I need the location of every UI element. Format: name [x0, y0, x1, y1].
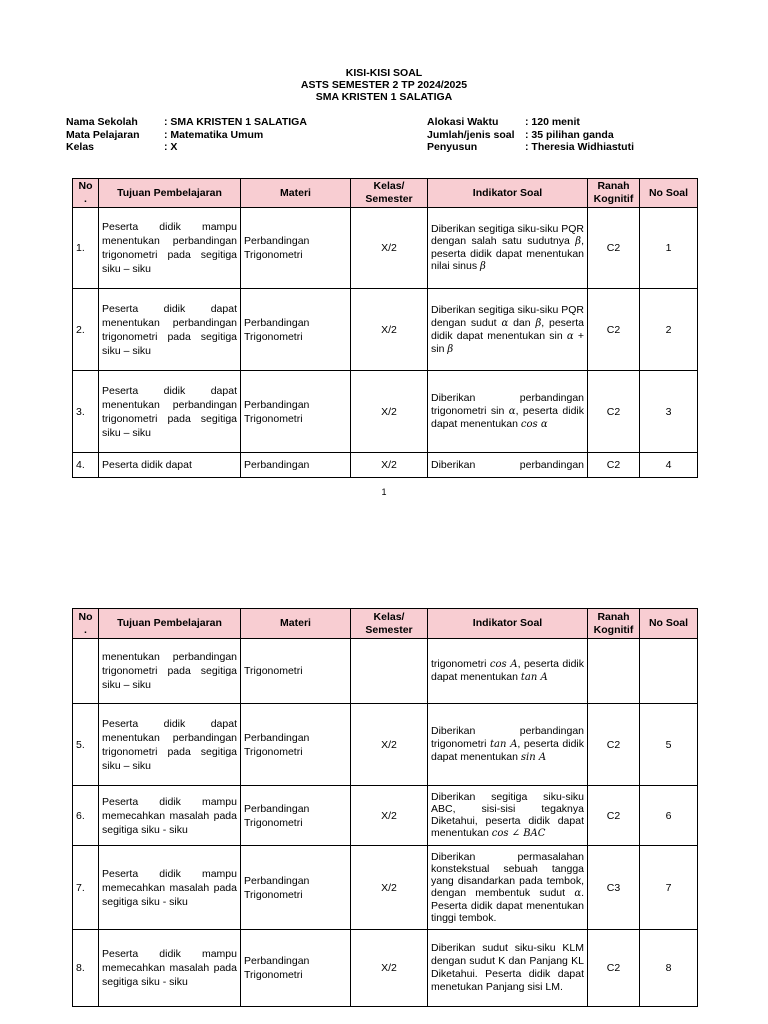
table-header-row — [73, 609, 698, 639]
cell-kelas: X/2 — [351, 930, 428, 1007]
doc-subtitle: ASTS SEMESTER 2 TP 2024/2025 — [300, 79, 468, 91]
cell-ranah: C2 — [588, 453, 640, 478]
table-row — [73, 786, 698, 846]
cell-ranah — [588, 639, 640, 704]
cell-nosoal — [640, 639, 698, 704]
col-header-nosoal: No Soal — [640, 609, 698, 639]
cell-no: 1. — [73, 208, 99, 289]
cell-materi: Perbandingan Trigonometri — [241, 289, 351, 371]
col-header-materi: Materi — [241, 609, 351, 639]
table-row — [73, 846, 698, 930]
meta-right — [427, 116, 634, 154]
cell-ranah: C2 — [588, 704, 640, 786]
col-header-ranah: Ranah Kognitif — [588, 179, 640, 208]
meta-value: : Theresia Widhiastuti — [525, 141, 635, 153]
cell-tujuan: Peserta didik dapat menentukan perbandingan trigonometri pada segitiga siku – siku — [99, 289, 241, 371]
cell-nosoal: 3 — [640, 371, 698, 453]
cell-kelas: X/2 — [351, 289, 428, 371]
col-header-tujuan: Tujuan Pembelajaran — [99, 179, 241, 208]
table-row — [73, 208, 698, 289]
cell-tujuan: Peserta didik mampu memecahkan masalah pada segitiga siku - siku — [99, 930, 241, 1007]
cell-indikator: Diberikan segitiga siku-siku ABC, sisi-sisi tegaknya Diketahui, peserta didik dapat menentukan cos ∠ BAC — [428, 786, 588, 846]
meta-label: Mata Pelajaran — [66, 128, 140, 141]
table-row — [73, 639, 698, 704]
cell-indikator: Diberikan segitiga siku-siku PQR dengan sudut α dan β, peserta didik dapat menentukan sin α + sin β — [428, 289, 588, 371]
cell-no: 4. — [73, 453, 99, 478]
cell-materi: Perbandingan — [241, 453, 351, 478]
table-header-row — [73, 179, 698, 208]
cell-kelas: X/2 — [351, 208, 428, 289]
cell-kelas: X/2 — [351, 786, 428, 846]
col-header-no: No . — [73, 609, 99, 639]
col-header-indikator: Indikator Soal — [428, 609, 588, 639]
meta-value: : Matematika Umum — [164, 128, 264, 141]
col-header-kelas: Kelas/ Semester — [351, 609, 428, 639]
cell-materi: Perbandingan Trigonometri — [241, 208, 351, 289]
cell-indikator: Diberikan segitiga siku-siku PQR dengan salah satu sudutnya β, peserta didik dapat menentukan nilai sinus β — [428, 208, 588, 289]
cell-materi: Perbandingan Trigonometri — [241, 930, 351, 1007]
cell-nosoal: 2 — [640, 289, 698, 371]
meta-left — [66, 116, 307, 154]
cell-tujuan: Peserta didik mampu memecahkan masalah pada segitiga siku - siku — [99, 846, 241, 930]
cell-indikator: Diberikan sudut siku-siku KLM dengan sudut K dan Panjang KL Diketahui. Peserta didik dapat menetukan Panjang sisi LM. — [428, 930, 588, 1007]
cell-no: 3. — [73, 371, 99, 453]
cell-nosoal: 8 — [640, 930, 698, 1007]
meta-label: Jumlah/jenis soal — [427, 128, 515, 141]
doc-title: KISI-KISI SOAL — [345, 67, 423, 79]
cell-kelas: X/2 — [351, 371, 428, 453]
cell-tujuan: Peserta didik dapat menentukan perbandingan trigonometri pada segitiga siku – siku — [99, 371, 241, 453]
table-row — [73, 453, 698, 478]
col-header-kelas: Kelas/ Semester — [351, 179, 428, 208]
cell-materi: Perbandingan Trigonometri — [241, 786, 351, 846]
cell-ranah: C2 — [588, 208, 640, 289]
cell-kelas: X/2 — [351, 846, 428, 930]
col-header-tujuan: Tujuan Pembelajaran — [99, 609, 241, 639]
cell-indikator: Diberikan perbandingan trigonometri tan A, peserta didik dapat menentukan sin A — [428, 704, 588, 786]
cell-indikator: Diberikan perbandingan — [428, 453, 588, 478]
cell-tujuan: Peserta didik mampu memecahkan masalah pada segitiga siku - siku — [99, 786, 241, 846]
cell-no: 6. — [73, 786, 99, 846]
col-header-nosoal: No Soal — [640, 179, 698, 208]
cell-no — [73, 639, 99, 704]
kisi-table-page-1 — [72, 178, 698, 478]
col-header-no: No . — [73, 179, 99, 208]
cell-no: 7. — [73, 846, 99, 930]
cell-no: 2. — [73, 289, 99, 371]
cell-tujuan: menentukan perbandingan trigonometri pada segitiga siku – siku — [99, 639, 241, 704]
cell-materi: Perbandingan Trigonometri — [241, 846, 351, 930]
cell-indikator: trigonometri cos A, peserta didik dapat menentukan tan A — [428, 639, 588, 704]
cell-indikator: Diberikan permasalahan konstekstual sebuah tangga yang disandarkan pada tembok, dengan membentuk sudut α. Peserta didik dapat menentukan tinggi tembok. — [428, 846, 588, 930]
cell-tujuan: Peserta didik dapat menentukan perbandingan trigonometri pada segitiga siku – siku — [99, 704, 241, 786]
cell-kelas: X/2 — [351, 704, 428, 786]
page-2 — [0, 540, 768, 1024]
cell-tujuan: Peserta didik mampu menentukan perbandingan trigonometri pada segitiga siku – siku — [99, 208, 241, 289]
table-row — [73, 371, 698, 453]
meta-label: Penyusun — [427, 141, 478, 153]
cell-ranah: C2 — [588, 371, 640, 453]
table-row — [73, 930, 698, 1007]
col-header-materi: Materi — [241, 179, 351, 208]
cell-nosoal: 5 — [640, 704, 698, 786]
kisi-table-page-2 — [72, 608, 698, 1007]
cell-nosoal: 6 — [640, 786, 698, 846]
meta-label: Nama Sekolah — [66, 116, 138, 128]
meta-label: Kelas — [66, 141, 95, 153]
col-header-indikator: Indikator Soal — [428, 179, 588, 208]
meta-value: : 35 pilihan ganda — [525, 128, 614, 141]
cell-materi: Perbandingan Trigonometri — [241, 704, 351, 786]
meta-value: : SMA KRISTEN 1 SALATIGA — [164, 116, 307, 128]
cell-ranah: C3 — [588, 846, 640, 930]
cell-no: 8. — [73, 930, 99, 1007]
meta-value: : 120 menit — [525, 116, 580, 128]
cell-no: 5. — [73, 704, 99, 786]
table-row — [73, 704, 698, 786]
meta-label: Alokasi Waktu — [427, 116, 499, 128]
cell-nosoal: 7 — [640, 846, 698, 930]
cell-indikator: Diberikan perbandingan trigonometri sin α, peserta didik dapat menentukan cos α — [428, 371, 588, 453]
page-number: 1 — [381, 487, 387, 497]
col-header-ranah: Ranah Kognitif — [588, 609, 640, 639]
cell-kelas: X/2 — [351, 453, 428, 478]
meta-value: : X — [164, 141, 178, 153]
cell-ranah: C2 — [588, 786, 640, 846]
cell-materi: Trigonometri — [241, 639, 351, 704]
cell-kelas — [351, 639, 428, 704]
cell-materi: Perbandingan Trigonometri — [241, 371, 351, 453]
table-row — [73, 289, 698, 371]
cell-tujuan: Peserta didik dapat — [99, 453, 241, 478]
cell-ranah: C2 — [588, 930, 640, 1007]
cell-ranah: C2 — [588, 289, 640, 371]
cell-nosoal: 1 — [640, 208, 698, 289]
cell-nosoal: 4 — [640, 453, 698, 478]
school-title: SMA KRISTEN 1 SALATIGA — [315, 91, 453, 103]
